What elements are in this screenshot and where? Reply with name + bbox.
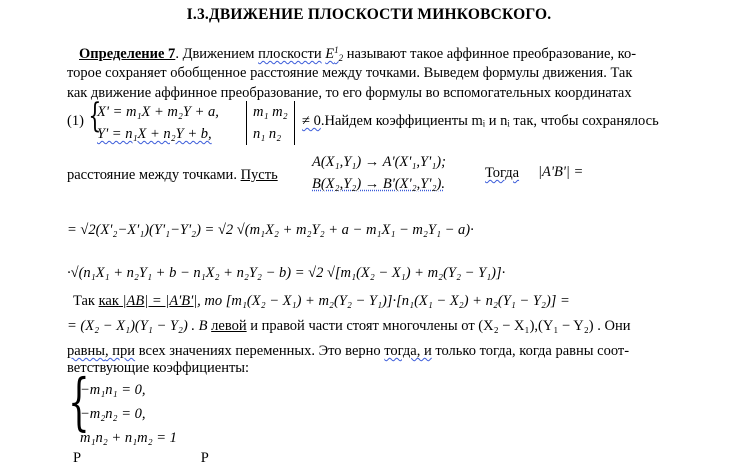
system-label: (1)	[67, 113, 84, 129]
then-word: Тогда	[485, 165, 520, 181]
definition-text-a: . Движением	[175, 46, 259, 62]
system-eq-2: Y' = n₁X + n₂Y + b,	[97, 126, 212, 142]
point-mappings	[312, 151, 446, 195]
formula-2: ·√(n₁X₁ + n₂Y₁ + b − n₁X₂ + n₂Y₂ − b) = √2 √[m₁(X₂ − X₁) + m₂(Y₂ − Y₁)]·	[67, 265, 506, 281]
definition-text-b: называют такое аффинное преобразование, ко-	[343, 46, 637, 62]
plane-symbol: $E^1_2$	[325, 45, 344, 63]
system-after-text: .Найдем коэффициенты mᵢ и nᵢ так, чтобы сохранялось	[320, 113, 659, 129]
let-word: Пусть	[240, 167, 278, 183]
system2-equations	[80, 378, 177, 450]
definition-line-3: как движение аффинное преобразование, то его формулы во вспомогательных координатах	[67, 85, 632, 101]
cut-off-line: Р Р	[73, 450, 209, 466]
system2-eq-3: m₁n₂ + n₁m₂ = 1	[80, 430, 177, 446]
formula-1: = √2(X'₂−X'₁)(Y'₁−Y'₂) = √2 √(m₁X₂ + m₂Y₂ + a − m₁X₁ − m₂Y₁ − a)·	[67, 222, 474, 238]
definition-line-2: торое сохраняет обобщенное расстояние между точками. Выведем формулы движения. Так	[67, 65, 633, 81]
formula-4: = (X₂ − X₁)(Y₁ − Y₂) . В левой и правой части стоят многочлены от (X₂ − X₁),(Y₁ − Y₂) . Они	[67, 318, 631, 334]
system-equations	[97, 101, 219, 145]
definition-label: Определение 7	[79, 46, 176, 62]
section-title: I.3.ДВИЖЕНИЕ ПЛОСКОСТИ МИНКОВСКОГО.	[186, 6, 552, 23]
system2-brace: {	[68, 365, 90, 438]
system-brace: {	[88, 96, 102, 136]
formula-5: равны, при всех значениях переменных. Это верно тогда, и только тогда, когда равны соот-	[67, 343, 630, 359]
determinant-nonzero: ≠ 0.Найдем коэффициенты mᵢ и nᵢ так, чтобы сохранялось	[302, 113, 659, 129]
distance-expr: |A'B'| =	[538, 164, 584, 180]
formula-6: ветствующие коэффициенты:	[67, 360, 250, 376]
formula-3: Так как |AB| = |A'B'|, то [m₁(X₂ − X₁) + m₂(Y₂ − Y₁)]·[n₁(X₁ − X₂) + n₂(Y₁ − Y₂)] =	[73, 293, 570, 309]
system2-eq-1: −m₁n₁ = 0,	[80, 382, 146, 398]
map-A: A(X₁,Y₁) → A'(X'₁,Y'₁);	[312, 154, 446, 170]
system-eq-1: X' = m₁X + m₂Y + a,	[97, 104, 219, 120]
det-row-2: n₁ n₂	[253, 126, 282, 142]
det-row-1: m₁ m₂	[253, 104, 288, 120]
plane-word: плоскости	[258, 46, 322, 62]
map-B: B(X₂,Y₂) → B'(X'₂,Y'₂).	[312, 176, 445, 192]
points-line-left: расстояние между точками. Пусть	[67, 167, 278, 183]
determinant	[246, 101, 295, 145]
system2-eq-2: −m₂n₂ = 0,	[80, 406, 146, 422]
